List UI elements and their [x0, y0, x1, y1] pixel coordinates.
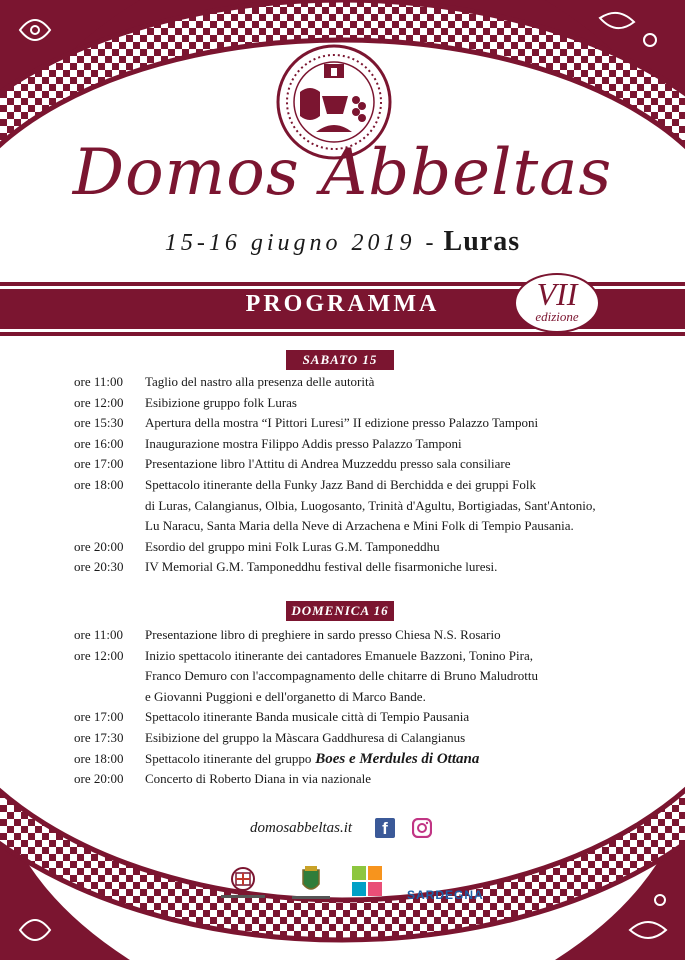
schedule-row	[74, 749, 645, 770]
schedule-saturday	[74, 372, 645, 578]
event-time	[74, 666, 145, 687]
event-description: Esibizione del gruppo la Màscara Gaddhuresa di Calangianus	[145, 729, 466, 745]
destination-brand-logo	[352, 866, 382, 896]
event-time: ore 18:00	[74, 750, 124, 766]
event-time: ore 15:30	[74, 415, 124, 431]
event-time: ore 17:00	[74, 709, 124, 725]
event-time: ore 12:00	[74, 647, 124, 663]
event-description: Presentazione libro l'Attitu di Andrea Muzzeddu presso sala consiliare	[145, 456, 511, 472]
event-time: ore 17:30	[74, 729, 124, 745]
schedule-row	[74, 537, 645, 558]
day-header-sunday: DOMENICA 16	[286, 601, 394, 621]
sardegna-brand-logo: SARDEGNA	[407, 888, 484, 902]
event-time: ore 20:30	[74, 559, 124, 575]
event-time: ore 11:00	[74, 627, 123, 642]
edition-badge	[514, 273, 600, 333]
event-description: Lu Naracu, Santa Maria della Neve di Arzachena e Mini Folk di Tempio Pausania.	[145, 518, 574, 534]
event-description: Concerto di Roberto Diana in via nazionale	[145, 771, 371, 787]
edition-word: edizione	[535, 309, 579, 324]
event-description: Spettacolo itinerante della Funky Jazz Band di Berchidda e dei gruppi Folk	[145, 476, 536, 492]
regione-sardegna-logo	[217, 866, 269, 902]
event-description: Spettacolo itinerante del gruppo Boes e Merdules di Ottana	[145, 750, 480, 767]
schedule-row	[74, 475, 645, 496]
event-time: ore 20:00	[74, 538, 124, 554]
schedule-row	[74, 687, 645, 708]
schedule-row	[74, 393, 645, 414]
schedule-row	[74, 769, 645, 790]
event-description: Apertura della mostra “I Pittori Luresi” II edizione presso Palazzo Tamponi	[145, 415, 539, 431]
edition-number: VII	[536, 276, 578, 312]
event-description: Inaugurazione mostra Filippo Addis presso Palazzo Tamponi	[145, 435, 462, 451]
event-time	[74, 496, 145, 517]
schedule-row	[74, 646, 645, 667]
schedule-row	[74, 728, 645, 749]
event-time	[74, 687, 145, 708]
event-description: IV Memorial G.M. Tamponeddhu festival delle fisarmoniche luresi.	[145, 559, 498, 575]
schedule-row	[74, 707, 645, 728]
instagram-icon[interactable]	[412, 818, 432, 838]
highlighted-group-name: Boes e Merdules di Ottana	[311, 750, 480, 767]
schedule-row	[74, 413, 645, 434]
event-time: ore 16:00	[74, 435, 124, 451]
event-time	[74, 516, 145, 537]
event-description: Taglio del nastro alla presenza delle autorità	[145, 374, 375, 389]
schedule-row	[74, 434, 645, 455]
event-description: Franco Demuro con l'accompagnamento delle chitarre di Bruno Maludrottu	[145, 668, 538, 684]
event-description: di Luras, Calangianus, Olbia, Luogosanto, Trinità d'Agultu, Bortigiadas, Sant'Antonio,	[145, 497, 596, 513]
event-dates	[0, 226, 685, 258]
schedule-sunday	[74, 625, 645, 790]
event-time: ore 18:00	[74, 476, 124, 492]
website-link[interactable]: domosabbeltas.it	[250, 820, 353, 836]
schedule-row	[74, 516, 645, 537]
event-time: ore 12:00	[74, 394, 124, 410]
schedule-row	[74, 625, 645, 646]
event-time: ore 17:00	[74, 456, 124, 472]
schedule-row	[74, 496, 645, 517]
event-location: Luras	[443, 226, 521, 257]
schedule-row	[74, 454, 645, 475]
event-time: ore 20:00	[74, 771, 124, 787]
event-description: Inizio spettacolo itinerante dei cantadores Emanuele Bazzoni, Tonino Pira,	[145, 647, 533, 663]
event-description: Esibizione gruppo folk Luras	[145, 394, 297, 410]
event-description: Spettacolo itinerante Banda musicale città di Tempio Pausania	[145, 709, 470, 725]
event-time: ore 11:00	[74, 374, 123, 389]
comune-di-luras-crest	[290, 866, 332, 902]
event-description: Presentazione libro di preghiere in sardo presso Chiesa N.S. Rosario	[145, 627, 501, 642]
event-description: Esordio del gruppo mini Folk Luras G.M. Tamponeddhu	[145, 538, 440, 554]
day-header-saturday: SABATO 15	[286, 350, 394, 370]
event-date-range: 15-16 giugno 2019 -	[164, 230, 438, 256]
facebook-icon[interactable]: f	[375, 818, 395, 838]
schedule-row	[74, 372, 645, 393]
schedule-row	[74, 666, 645, 687]
schedule-row	[74, 557, 645, 578]
event-title: Domos Abbeltas	[72, 136, 613, 210]
event-description: e Giovanni Puggioni e dell'organetto di Marco Bande.	[145, 688, 426, 704]
programma-label: PROGRAMMA	[245, 291, 440, 317]
